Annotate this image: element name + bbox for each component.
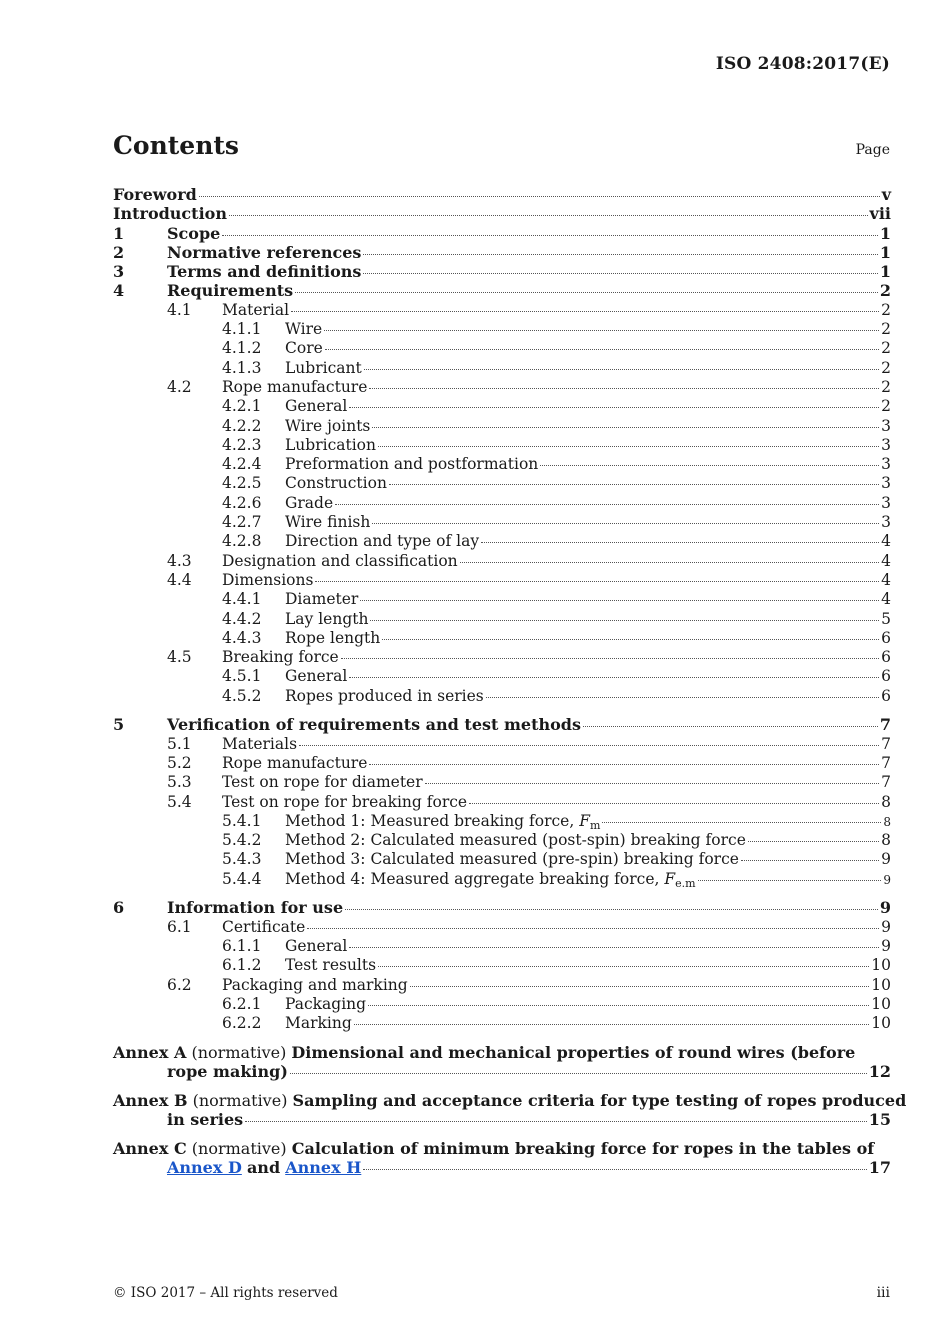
toc-entry-page: 2 bbox=[881, 339, 891, 358]
toc-entry-page: 9 bbox=[883, 872, 891, 887]
toc-entry-title bbox=[222, 793, 467, 812]
toc-entry[interactable] bbox=[113, 610, 891, 629]
toc-entry-title bbox=[285, 956, 376, 975]
toc-entry[interactable] bbox=[113, 339, 891, 358]
toc-entry-number: 5.4 bbox=[167, 792, 192, 811]
toc-entry-title-text: Packaging and marking bbox=[222, 975, 408, 994]
toc-entry-page: 2 bbox=[879, 281, 891, 301]
toc-entry-number: 6.1.2 bbox=[222, 956, 262, 975]
toc-entry-title bbox=[167, 243, 361, 262]
toc-entry-title-text: Material bbox=[222, 300, 290, 319]
dot-leader bbox=[748, 841, 879, 842]
toc-entry-title-text: Rope length bbox=[285, 628, 381, 647]
dot-leader bbox=[349, 677, 879, 678]
toc-entry-number: 3 bbox=[113, 262, 125, 282]
toc-entry-number: 4.2.4 bbox=[222, 455, 262, 474]
toc-entry-title bbox=[285, 417, 370, 436]
toc-entry-title-text: General bbox=[285, 937, 348, 956]
toc-entry-title bbox=[167, 224, 220, 243]
dot-leader bbox=[363, 1169, 866, 1170]
toc-entry[interactable] bbox=[113, 397, 891, 416]
annex-c-and: and bbox=[246, 1158, 281, 1178]
force-symbol-subscript: e.m bbox=[675, 876, 696, 890]
toc-entry-title-text: Method 2: Calculated measured (post-spin) breaking force bbox=[285, 831, 746, 850]
toc-entry-title-text: Direction and type of lay bbox=[285, 532, 480, 551]
toc-entry-page: 10 bbox=[871, 956, 891, 975]
toc-entry-page: 10 bbox=[871, 994, 891, 1013]
toc-entry-number: 6.2.2 bbox=[222, 1014, 262, 1033]
toc-entry[interactable] bbox=[113, 687, 891, 706]
toc-entry[interactable] bbox=[113, 204, 891, 223]
page-column-label: Page bbox=[855, 142, 890, 158]
dot-leader bbox=[486, 697, 879, 698]
toc-entry-number: 4.1 bbox=[167, 300, 192, 319]
annex-a-type: (normative) bbox=[191, 1042, 287, 1062]
toc-entry-title-text: Diameter bbox=[285, 590, 359, 609]
annex-c-label: Annex C bbox=[113, 1138, 187, 1158]
annex-a-entry[interactable] bbox=[113, 1043, 891, 1082]
dot-leader bbox=[325, 349, 879, 350]
dot-leader bbox=[368, 1005, 869, 1006]
toc-entry-number: 5.4.4 bbox=[222, 869, 262, 888]
toc-entry-title-text: Grade bbox=[285, 493, 334, 512]
toc-entry[interactable] bbox=[113, 455, 891, 474]
toc-entry-title bbox=[285, 831, 746, 850]
toc-entry-title-text: Method 4: Measured aggregate breaking force, bbox=[285, 869, 665, 888]
toc-entry-number: 4.5 bbox=[167, 648, 192, 667]
toc-entry-number: 4.2 bbox=[167, 377, 192, 396]
annex-b-type: (normative) bbox=[192, 1090, 288, 1110]
dot-leader bbox=[389, 484, 879, 485]
toc-entry-title-text: Designation and classification bbox=[222, 551, 458, 570]
toc-entry-number: 4.1.1 bbox=[222, 320, 262, 339]
toc-entry-title bbox=[285, 937, 347, 956]
toc-entry-page: 4 bbox=[881, 590, 891, 609]
toc-entry[interactable] bbox=[113, 224, 891, 243]
toc-entry-page: 5 bbox=[881, 609, 891, 628]
toc-entry-number: 1 bbox=[113, 223, 125, 243]
toc-entry-title bbox=[285, 455, 538, 474]
toc-entry-title bbox=[285, 359, 362, 378]
dot-leader bbox=[290, 1073, 867, 1074]
annex-c-page: 17 bbox=[868, 1158, 891, 1178]
annex-a-page: 12 bbox=[868, 1062, 891, 1082]
toc-entry-number: 5.4.3 bbox=[222, 850, 262, 869]
toc-entry[interactable] bbox=[113, 793, 891, 812]
toc-entry[interactable] bbox=[113, 976, 891, 995]
toc-entry-page: 6 bbox=[881, 686, 891, 705]
toc-entry-title bbox=[285, 610, 368, 629]
toc-entry-title-text: General bbox=[285, 667, 348, 686]
force-symbol: F bbox=[579, 811, 590, 830]
dot-leader bbox=[315, 581, 879, 582]
toc-entry-title-text: Packaging bbox=[285, 994, 367, 1013]
dot-leader bbox=[469, 803, 879, 804]
toc-entry[interactable] bbox=[113, 831, 891, 850]
toc-entry[interactable] bbox=[113, 243, 891, 262]
toc-entry-title-text: Lay length bbox=[285, 609, 369, 628]
toc-entry-title-text: Rope manufacture bbox=[222, 377, 368, 396]
annex-b-title-line1: Sampling and acceptance criteria for type testing of ropes produced bbox=[292, 1090, 907, 1110]
toc-entry[interactable] bbox=[113, 898, 891, 917]
toc-entry-title-text: Lubrication bbox=[285, 435, 376, 454]
toc-entry[interactable] bbox=[113, 1014, 891, 1033]
annex-d-link[interactable]: Annex D bbox=[167, 1158, 242, 1178]
dot-leader bbox=[345, 909, 878, 910]
toc-entry-page: 8 bbox=[883, 814, 891, 829]
dot-leader bbox=[540, 465, 879, 466]
force-symbol: F bbox=[664, 869, 676, 888]
dot-leader bbox=[481, 542, 879, 543]
toc-entry-title-text: Certificate bbox=[222, 917, 306, 936]
toc-entry[interactable] bbox=[113, 494, 891, 513]
dot-leader bbox=[307, 928, 879, 929]
toc-entry-page: 2 bbox=[881, 397, 891, 416]
dot-leader bbox=[369, 764, 879, 765]
toc-entry-title bbox=[285, 995, 366, 1014]
dot-leader bbox=[370, 620, 879, 621]
toc-entry-page: 1 bbox=[879, 242, 891, 262]
toc-entry-number: 4.4.1 bbox=[222, 590, 262, 609]
toc-entry-page: 10 bbox=[871, 1014, 891, 1033]
toc-entry-page: 9 bbox=[881, 937, 891, 956]
toc-entry-page: 3 bbox=[881, 493, 891, 512]
toc-entry-title bbox=[285, 339, 323, 358]
toc-entry-number: 5.1 bbox=[167, 734, 192, 753]
toc-entry-number: 5 bbox=[113, 715, 125, 735]
toc-entry-number: 4.2.7 bbox=[222, 513, 262, 532]
toc-entry-title-text: Terms and definitions bbox=[167, 262, 362, 282]
toc-entry-title-text: Foreword bbox=[113, 185, 197, 204]
toc-entry-title-text: Scope bbox=[167, 223, 221, 243]
toc-entry-number: 4.2.5 bbox=[222, 474, 262, 493]
toc-entry-page: 6 bbox=[881, 648, 891, 667]
dot-leader bbox=[741, 860, 879, 861]
toc-entry[interactable] bbox=[113, 571, 891, 590]
footer-page-number: iii bbox=[876, 1285, 890, 1301]
toc-entry-page: 3 bbox=[881, 455, 891, 474]
contents-title: Contents bbox=[113, 131, 240, 160]
toc-entry-page: 2 bbox=[881, 320, 891, 339]
toc-entry-page: 9 bbox=[881, 850, 891, 869]
toc-entry-title bbox=[285, 320, 322, 339]
annex-c-title-line1: Calculation of minimum breaking force for ropes in the tables of bbox=[291, 1138, 875, 1158]
toc-entry[interactable] bbox=[113, 812, 891, 831]
toc-entry-title-text: Introduction bbox=[113, 204, 227, 224]
toc-entry[interactable] bbox=[113, 995, 891, 1014]
toc-entry-title-text: Lubricant bbox=[285, 358, 362, 377]
toc-entry-number: 4 bbox=[113, 281, 125, 301]
annex-c-type: (normative) bbox=[191, 1138, 287, 1158]
toc-entry-title-text: Preformation and postformation bbox=[285, 455, 539, 474]
toc-entry[interactable] bbox=[113, 281, 891, 300]
dot-leader bbox=[229, 215, 868, 216]
toc-entry-title bbox=[285, 687, 484, 706]
dot-leader bbox=[460, 562, 879, 563]
toc-entry-number: 4.2.8 bbox=[222, 532, 262, 551]
dot-leader bbox=[372, 427, 879, 428]
dot-leader bbox=[295, 292, 878, 293]
toc-entry-title bbox=[222, 648, 339, 667]
dot-leader bbox=[378, 966, 869, 967]
toc-entry-title bbox=[167, 281, 293, 300]
toc-entry-title-text: Requirements bbox=[167, 281, 294, 301]
dot-leader bbox=[349, 407, 879, 408]
dot-leader bbox=[363, 254, 877, 255]
toc-entry-page: 6 bbox=[881, 628, 891, 647]
toc-entry[interactable] bbox=[113, 629, 891, 648]
toc-entry[interactable] bbox=[113, 320, 891, 339]
toc-entry-title-text: Wire joints bbox=[285, 416, 371, 435]
toc-entry[interactable] bbox=[113, 870, 891, 889]
toc-entry-title bbox=[285, 397, 347, 416]
toc-entry[interactable] bbox=[113, 937, 891, 956]
toc-entry-title-text: Dimensions bbox=[222, 570, 314, 589]
toc-entry-page: 7 bbox=[881, 773, 891, 792]
dot-leader bbox=[363, 273, 877, 274]
toc-entry-page: 1 bbox=[879, 262, 891, 282]
toc-entry-title bbox=[222, 571, 313, 590]
toc-entry[interactable] bbox=[113, 262, 891, 281]
toc-entry-number: 6 bbox=[113, 898, 125, 918]
toc-entry[interactable] bbox=[113, 715, 891, 734]
annex-a-title-line2: rope making) bbox=[167, 1062, 288, 1082]
toc-entry-page: 2 bbox=[881, 358, 891, 377]
dot-leader bbox=[364, 369, 879, 370]
toc-entry-page: vii bbox=[869, 204, 891, 224]
toc-entry-title bbox=[167, 898, 343, 917]
toc-entry[interactable] bbox=[113, 590, 891, 609]
toc-entry[interactable] bbox=[113, 513, 891, 532]
toc-entry[interactable] bbox=[113, 552, 891, 571]
toc-entry-title-text: Ropes produced in series bbox=[285, 686, 484, 705]
toc-entry-page: 7 bbox=[881, 734, 891, 753]
toc-entry-title-text: Information for use bbox=[167, 898, 344, 918]
toc-entry-number: 4.1.2 bbox=[222, 339, 262, 358]
annex-b-title-line2: in series bbox=[167, 1110, 244, 1130]
toc-entry-title bbox=[222, 552, 458, 571]
toc-entry-title bbox=[285, 513, 370, 532]
toc-entry-page: 10 bbox=[871, 975, 891, 994]
toc-entry-title-text: Wire bbox=[285, 320, 323, 339]
toc-entry[interactable] bbox=[113, 436, 891, 455]
dot-leader bbox=[341, 658, 879, 659]
toc-entry[interactable] bbox=[113, 648, 891, 667]
dot-leader bbox=[291, 311, 879, 312]
toc-entry-number: 4.5.1 bbox=[222, 667, 262, 686]
toc-entry-title-text: Rope manufacture bbox=[222, 754, 368, 772]
toc-entry-page: 6 bbox=[881, 667, 891, 686]
toc-entry-number: 5.2 bbox=[167, 754, 192, 772]
toc-entry[interactable] bbox=[113, 773, 891, 792]
toc-entry-title bbox=[222, 754, 367, 773]
toc-entry-title-text: Method 1: Measured breaking force, bbox=[285, 811, 580, 830]
toc-entry[interactable] bbox=[113, 956, 891, 975]
toc-entry-number: 6.2 bbox=[167, 975, 192, 994]
toc-entry-number: 6.1.1 bbox=[222, 937, 262, 956]
dot-leader bbox=[349, 947, 879, 948]
toc-entry-title-text: Construction bbox=[285, 474, 387, 493]
toc-entry-number: 6.1 bbox=[167, 917, 192, 936]
toc-entry-title bbox=[285, 436, 376, 455]
dot-leader bbox=[360, 600, 879, 601]
toc-entry-page: 4 bbox=[881, 570, 891, 589]
standard-id: ISO 2408:2017(E) bbox=[715, 54, 890, 74]
toc-entry-page: 3 bbox=[881, 435, 891, 454]
toc-entry-title bbox=[285, 850, 739, 869]
dot-leader bbox=[324, 330, 879, 331]
toc-entry-title bbox=[285, 494, 333, 513]
toc-entry-title-text: Materials bbox=[222, 734, 298, 753]
toc-entry[interactable] bbox=[113, 667, 891, 686]
dot-leader bbox=[369, 388, 879, 389]
toc-entry-page: 8 bbox=[881, 792, 891, 811]
toc-entry-title bbox=[222, 378, 367, 397]
toc-entry-title bbox=[222, 773, 423, 792]
toc-entry-title bbox=[285, 870, 696, 893]
toc-entry-title-text: Breaking force bbox=[222, 648, 339, 667]
annex-a-title-line1: Dimensional and mechanical properties of round wires (before bbox=[291, 1042, 856, 1062]
toc-entry-title bbox=[113, 204, 227, 223]
toc-entry-title-text: Marking bbox=[285, 1014, 352, 1033]
toc-entry-title bbox=[222, 735, 297, 754]
toc-entry-page: v bbox=[881, 185, 891, 204]
toc-entry-number: 4.2.2 bbox=[222, 416, 262, 435]
dot-leader bbox=[410, 986, 870, 987]
toc-entry-title bbox=[167, 262, 361, 281]
toc-entry[interactable] bbox=[113, 754, 891, 773]
toc-entry-page: 9 bbox=[879, 898, 891, 918]
dot-leader bbox=[199, 196, 880, 197]
footer-copyright: © ISO 2017 – All rights reserved bbox=[113, 1285, 338, 1301]
toc-entry[interactable] bbox=[113, 359, 891, 378]
toc-entry[interactable] bbox=[113, 417, 891, 436]
toc-entry-page: 4 bbox=[881, 551, 891, 570]
dot-leader bbox=[335, 504, 879, 505]
toc-entry-page: 2 bbox=[881, 300, 891, 319]
dot-leader bbox=[698, 880, 882, 881]
toc-entry-page: 3 bbox=[881, 474, 891, 493]
annex-b-label: Annex B bbox=[113, 1090, 188, 1110]
force-symbol-subscript: m bbox=[589, 818, 601, 832]
toc-entry-number: 4.4.3 bbox=[222, 628, 262, 647]
toc-entry[interactable] bbox=[113, 301, 891, 320]
toc-entry-title-text: Normative references bbox=[167, 242, 362, 262]
dot-leader bbox=[378, 446, 879, 447]
toc-entry-page: 8 bbox=[881, 831, 891, 850]
toc-entry-number: 5.4.2 bbox=[222, 831, 262, 850]
toc-entry-title-text: General bbox=[285, 397, 348, 416]
toc-entry-number: 4.4 bbox=[167, 570, 192, 589]
toc-entry-number: 5.3 bbox=[167, 773, 192, 792]
table-of-contents bbox=[113, 185, 907, 1178]
annex-b-entry[interactable] bbox=[113, 1090, 907, 1130]
toc-entry-title-text: Method 3: Calculated measured (pre-spin) breaking force bbox=[285, 850, 739, 869]
annex-b-page: 15 bbox=[868, 1110, 891, 1130]
annex-c-entry[interactable] bbox=[113, 1139, 891, 1178]
toc-entry-title bbox=[113, 185, 197, 204]
toc-entry-title-text: Core bbox=[285, 339, 323, 358]
toc-entry-title-text: Test on rope for diameter bbox=[222, 773, 423, 792]
toc-entry-title bbox=[285, 667, 347, 686]
toc-entry-number: 4.2.6 bbox=[222, 493, 262, 512]
toc-entry-number: 4.5.2 bbox=[222, 686, 262, 705]
toc-entry-page: 3 bbox=[881, 416, 891, 435]
dot-leader bbox=[382, 639, 879, 640]
dot-leader bbox=[372, 523, 879, 524]
toc-entry-title bbox=[285, 532, 479, 551]
toc-entry-page: 1 bbox=[879, 223, 891, 243]
dot-leader bbox=[222, 235, 878, 236]
toc-entry-title-text: Wire finish bbox=[285, 513, 371, 532]
toc-entry[interactable] bbox=[113, 532, 891, 551]
toc-entry-number: 4.1.3 bbox=[222, 358, 262, 377]
toc-entry-title-text: Verification of requirements and test methods bbox=[167, 715, 581, 735]
dot-leader bbox=[299, 745, 879, 746]
toc-entry[interactable] bbox=[113, 378, 891, 397]
toc-entry-page: 2 bbox=[881, 377, 891, 396]
toc-entry-number: 5.4.1 bbox=[222, 811, 262, 830]
toc-entry-number: 4.2.1 bbox=[222, 397, 262, 416]
toc-entry-title bbox=[222, 976, 408, 995]
dot-leader bbox=[583, 726, 878, 727]
toc-entry[interactable] bbox=[113, 735, 891, 754]
toc-entry-page: 7 bbox=[879, 715, 891, 735]
toc-entry-title bbox=[285, 1014, 352, 1033]
annex-h-link[interactable]: Annex H bbox=[285, 1158, 362, 1178]
toc-entry-number: 4.4.2 bbox=[222, 609, 262, 628]
toc-entry-title bbox=[285, 629, 380, 648]
annex-a-label: Annex A bbox=[113, 1042, 187, 1062]
toc-entry-number: 6.2.1 bbox=[222, 994, 262, 1013]
toc-entry-page: 4 bbox=[881, 532, 891, 551]
toc-entry[interactable] bbox=[113, 850, 891, 869]
toc-entry-title-text: Test results bbox=[285, 956, 377, 975]
dot-leader bbox=[425, 783, 879, 784]
toc-entry-title-text: Test on rope for breaking force bbox=[222, 792, 468, 811]
toc-entry-title bbox=[222, 301, 289, 320]
toc-entry-number: 4.2.3 bbox=[222, 435, 262, 454]
toc-entry-number: 2 bbox=[113, 242, 125, 262]
dot-leader bbox=[602, 822, 881, 823]
toc-entry-title bbox=[285, 590, 358, 609]
toc-entry-page: 3 bbox=[881, 513, 891, 532]
toc-entry[interactable] bbox=[113, 474, 891, 493]
toc-entry-page: 9 bbox=[881, 917, 891, 936]
toc-entry-number: 4.3 bbox=[167, 551, 192, 570]
toc-entry[interactable] bbox=[113, 918, 891, 937]
toc-entry-title bbox=[222, 918, 305, 937]
dot-leader bbox=[245, 1121, 867, 1122]
toc-entry-page: 7 bbox=[881, 754, 891, 772]
toc-entry-title bbox=[167, 715, 581, 734]
dot-leader bbox=[354, 1024, 869, 1025]
toc-entry[interactable] bbox=[113, 185, 891, 204]
toc-entry-title bbox=[285, 474, 387, 493]
